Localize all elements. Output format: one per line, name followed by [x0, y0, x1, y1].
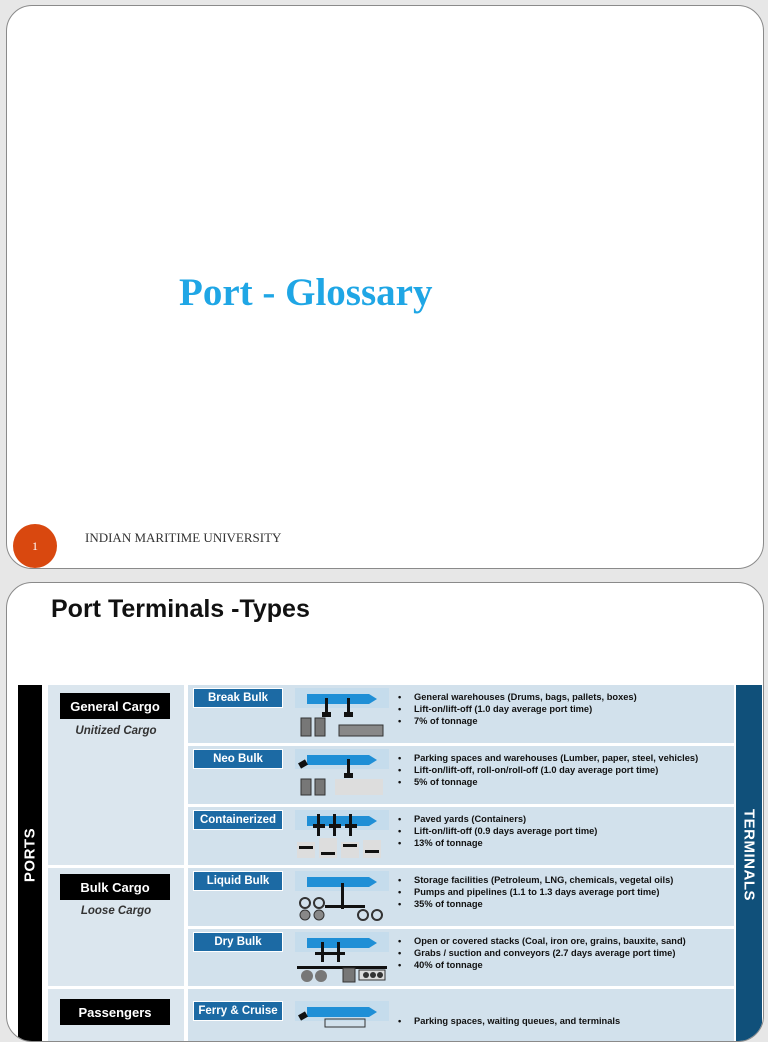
- bullet-item: • Open or covered stacks (Coal, iron ore, grains, bauxite, sand): [398, 935, 728, 947]
- bullet-item: • 7% of tonnage: [398, 715, 728, 727]
- terminal-row-containerized: [188, 807, 734, 865]
- bullet-item: • Lift-on/lift-off (0.9 days average port time): [398, 825, 728, 837]
- bullet-item: • Lift-on/lift-off, roll-on/roll-off (1.0 day average port time): [398, 764, 728, 776]
- bullet-item: • Lift-on/lift-off (1.0 day average port time): [398, 703, 728, 715]
- terminal-bullets: [398, 813, 728, 849]
- terminal-row-neo-bulk: [188, 746, 734, 804]
- ports-label: PORTS: [21, 827, 39, 883]
- terminal-label: Neo Bulk: [193, 749, 283, 769]
- category-label: General Cargo: [60, 693, 170, 719]
- category-label: Bulk Cargo: [60, 874, 170, 900]
- slide-number-badge: 1: [13, 524, 57, 568]
- terminal-row-liquid-bulk: [188, 868, 734, 926]
- slide-2: [6, 582, 764, 1042]
- category-subtitle: Unitized Cargo: [75, 725, 157, 737]
- bullet-item: • General warehouses (Drums, bags, pallets, boxes): [398, 691, 728, 703]
- dry-bulk-icon: [295, 932, 389, 984]
- terminal-label: Dry Bulk: [193, 932, 283, 952]
- terminal-label: Break Bulk: [193, 688, 283, 708]
- terminals-bar: [736, 685, 762, 1042]
- terminal-bullets: [398, 1015, 728, 1027]
- terminal-bullets: [398, 935, 728, 971]
- bullet-item: • 40% of tonnage: [398, 959, 728, 971]
- bullet-item: • Parking spaces and warehouses (Lumber, paper, steel, vehicles): [398, 752, 728, 764]
- ferry-cruise-icon: [295, 1001, 389, 1042]
- terminal-label: Ferry & Cruise: [193, 1001, 283, 1021]
- terminal-label: Liquid Bulk: [193, 871, 283, 891]
- ports-bar: [18, 685, 42, 1042]
- category-bulk-cargo: [48, 868, 184, 986]
- category-subtitle: Loose Cargo: [80, 905, 152, 917]
- terminal-bullets: [398, 691, 728, 727]
- neo-bulk-icon: [295, 749, 389, 801]
- terminal-bullets: [398, 874, 728, 910]
- bullet-item: • Parking spaces, waiting queues, and terminals: [398, 1015, 728, 1027]
- bullet-item: • Storage facilities (Petroleum, LNG, chemicals, vegetal oils): [398, 874, 728, 886]
- slide-1: [6, 5, 764, 569]
- slide-footer: INDIAN MARITIME UNIVERSITY: [85, 530, 282, 545]
- bullet-item: • 13% of tonnage: [398, 837, 728, 849]
- bullet-item: • Grabs / suction and conveyors (2.7 days average port time): [398, 947, 728, 959]
- terminals-label: TERMINALS: [740, 809, 758, 901]
- category-passengers: [48, 989, 184, 1042]
- bullet-item: • Pumps and pipelines (1.1 to 1.3 days average port time): [398, 886, 728, 898]
- break-bulk-icon: [295, 688, 389, 740]
- terminal-row-dry-bulk: [188, 929, 734, 986]
- bullet-item: • 35% of tonnage: [398, 898, 728, 910]
- containerized-icon: [295, 810, 389, 862]
- bullet-item: • Paved yards (Containers): [398, 813, 728, 825]
- terminal-label: Containerized: [193, 810, 283, 830]
- slide-title: Port - Glossary: [179, 271, 433, 314]
- terminal-row-break-bulk: [188, 685, 734, 743]
- slide-title: Port Terminals -Types: [51, 595, 310, 623]
- category-general-cargo: [48, 685, 184, 865]
- terminal-bullets: [398, 752, 728, 788]
- bullet-item: • 5% of tonnage: [398, 776, 728, 788]
- category-label: Passengers: [60, 999, 170, 1025]
- liquid-bulk-icon: [295, 871, 389, 923]
- terminal-row-ferry-cruise: [188, 989, 734, 1042]
